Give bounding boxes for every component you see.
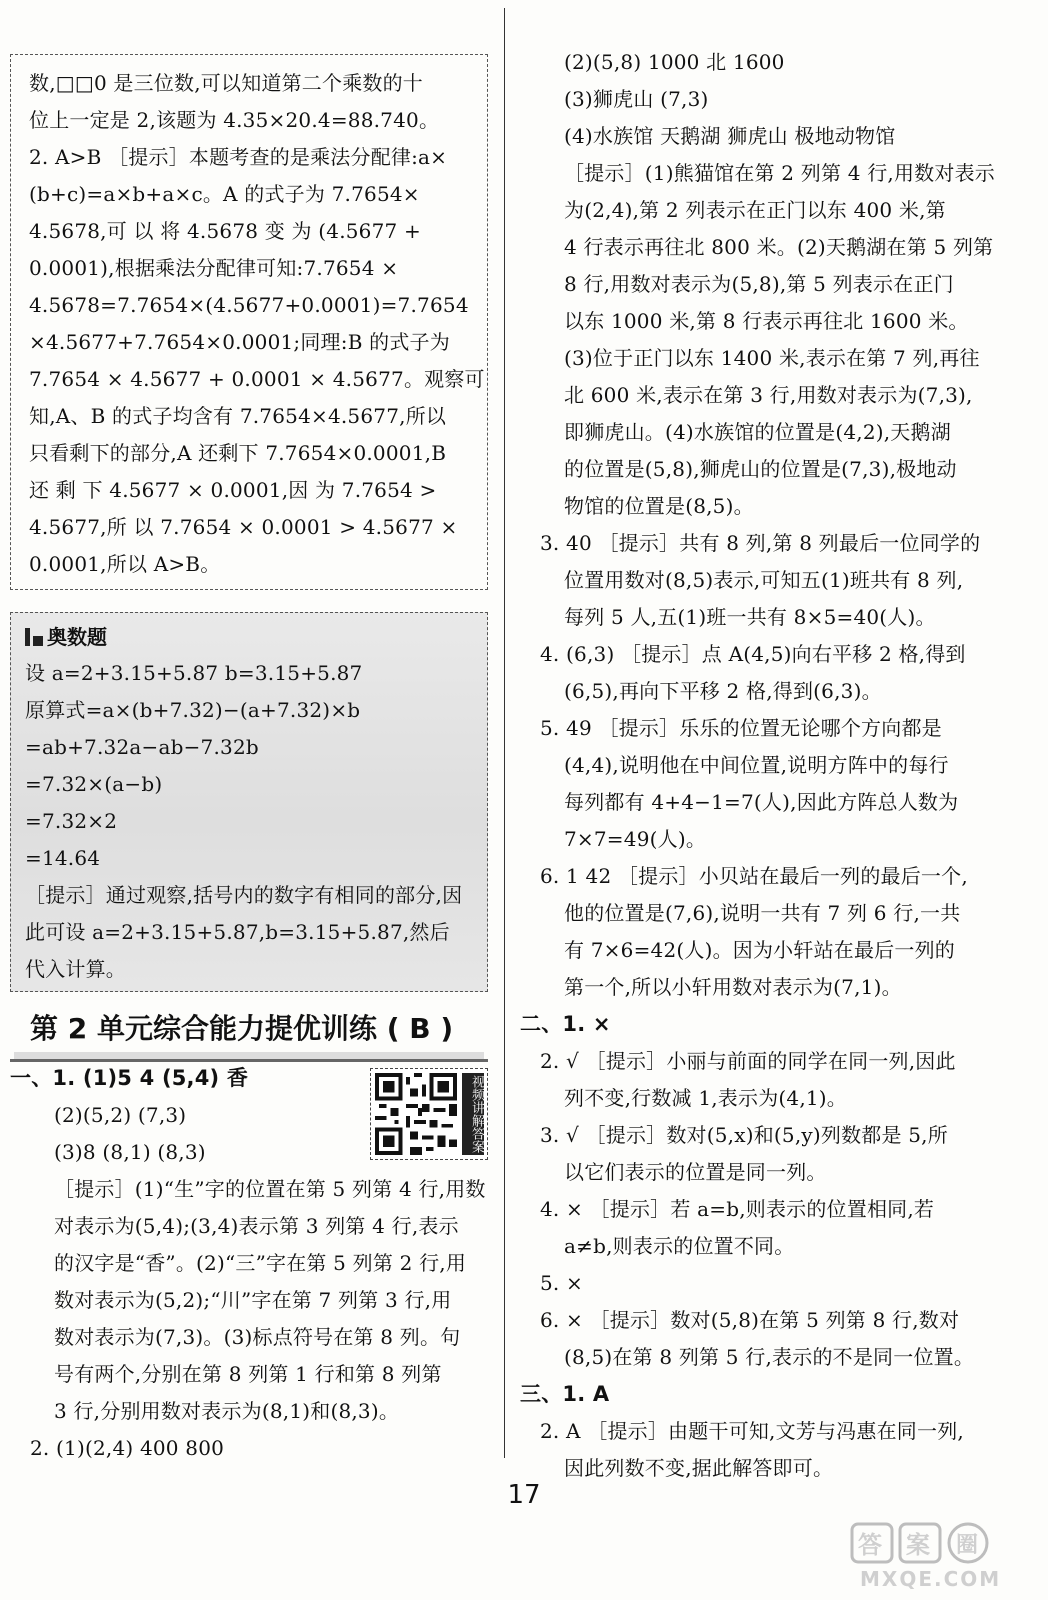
text-line: 数对表示为(7,3)。(3)标点符号在第 8 列。句 [54, 1325, 461, 1349]
text-line: ［提示］通过观察,括号内的数字有相同的部分,因 [25, 883, 463, 907]
text-line: 三、1. A [520, 1382, 610, 1406]
text-line: (4,4),说明他在中间位置,说明方阵中的每行 [564, 753, 949, 777]
olympiad-solution [25, 655, 473, 988]
text-line: 0.0001),根据乘法分配律可知:7.7654 × [29, 256, 399, 280]
text-line: (3)位于正门以东 1400 米,表示在第 7 列,再往 [564, 346, 980, 370]
text-line: 一、1. (1)5 4 (5,4) 香 [10, 1066, 249, 1090]
text-line: (2)(5,2) (7,3) [54, 1103, 187, 1127]
text-line: 他的位置是(7,6),说明一共有 7 列 6 行,一共 [564, 901, 961, 925]
text-line: 8 行,用数对表示为(5,8),第 5 列表示在正门 [564, 272, 954, 296]
text-line: (6,5),再向下平移 2 格,得到(6,3)。 [564, 679, 882, 703]
qr-caption: 视频讲解答案 [462, 1073, 484, 1155]
text-line: 4.5678=7.7654×(4.5677+0.0001)=7.7654 [29, 293, 469, 317]
text-line: (4)水族馆 天鹅湖 狮虎山 极地动物馆 [564, 124, 896, 148]
olympiad-box [10, 612, 488, 992]
text-line: 4.5677,所 以 7.7654 × 0.0001 > 4.5677 × [29, 515, 458, 539]
text-line: 二、1. × [520, 1012, 611, 1036]
text-line: 此可设 a=2+3.15+5.87,b=3.15+5.87,然后 [25, 920, 450, 944]
text-line: 的位置是(5,8),狮虎山的位置是(7,3),极地动 [564, 457, 957, 481]
text-line: 2. A ［提示］由题干可知,文芳与冯惠在同一列, [540, 1419, 964, 1443]
text-line: 以东 1000 米,第 8 行表示再往北 1600 米。 [564, 309, 969, 333]
text-line: =7.32×2 [25, 809, 118, 833]
text-line: 列不变,行数减 1,表示为(4,1)。 [564, 1086, 848, 1110]
text-line: 2. √ ［提示］小丽与前面的同学在同一列,因此 [540, 1049, 956, 1073]
text-line: ［提示］(1)熊猫馆在第 2 列第 4 行,用数对表示 [564, 161, 995, 185]
svg-text:MXQE.COM: MXQE.COM [860, 1567, 1002, 1591]
page-number: 17 [507, 1480, 541, 1510]
text-line: =7.32×(a−b) [25, 772, 163, 796]
text-line: 7×7=49(人)。 [564, 827, 707, 851]
text-line: 代入计算。 [25, 957, 126, 981]
text-line: 4. × ［提示］若 a=b,则表示的位置相同,若 [540, 1197, 935, 1221]
text-line: (b+c)=a×b+a×c。A 的式子为 7.7654× [29, 182, 420, 206]
text-line: (8,5)在第 8 列第 5 行,表示的不是同一位置。 [564, 1345, 975, 1369]
text-line: 北 600 米,表示在第 3 行,用数对表示为(7,3), [564, 383, 973, 407]
text-line: 只看剩下的部分,A 还剩下 7.7654×0.0001,B [29, 441, 447, 465]
left-column-answers [10, 1060, 500, 1467]
text-line: 对表示为(5,4);(3,4)表示第 3 列第 4 行,表示 [54, 1214, 459, 1238]
text-line: 5. × [540, 1271, 583, 1295]
text-line: 因此列数不变,据此解答即可。 [564, 1456, 834, 1480]
text-line: 知,A、B 的式子均含有 7.7654×4.5677,所以 [29, 404, 447, 428]
text-line: 6. × ［提示］数对(5,8)在第 5 列第 8 行,数对 [540, 1308, 960, 1332]
text-line: 即狮虎山。(4)水族馆的位置是(4,2),天鹅湖 [564, 420, 951, 444]
text-line: ［提示］(1)“生”字的位置在第 5 列第 4 行,用数 [54, 1177, 486, 1201]
text-line: a≠b,则表示的位置不同。 [564, 1234, 795, 1258]
text-line: 为(2,4),第 2 列表示在正门以东 400 米,第 [564, 198, 946, 222]
text-line: 原算式=a×(b+7.32)−(a+7.32)×b [25, 698, 361, 722]
watermark-logo [848, 1520, 1038, 1592]
text-line: 以它们表示的位置是同一列。 [564, 1160, 827, 1184]
text-line: 号有两个,分别在第 8 列第 1 行和第 8 列第 [54, 1362, 442, 1386]
text-line: 7.7654 × 4.5677 + 0.0001 × 4.5677。观察可 [29, 367, 485, 391]
text-line: ×4.5677+7.7654×0.0001;同理:B 的式子为 [29, 330, 450, 354]
text-line: 4. (6,3) ［提示］点 A(4,5)向右平移 2 格,得到 [540, 642, 966, 666]
text-line: 4 行表示再往北 800 米。(2)天鹅湖在第 5 列第 [564, 235, 994, 259]
text-line: 每列 5 人,五(1)班一共有 8×5=40(人)。 [564, 605, 936, 629]
section-title: 第 2 单元综合能力提优训练 ( B ) [10, 1000, 488, 1062]
text-line: 2. (1)(2,4) 400 800 [30, 1436, 225, 1460]
text-line: 第一个,所以小轩用数对表示为(7,1)。 [564, 975, 902, 999]
text-line: 的汉字是“香”。(2)“三”字在第 5 列第 2 行,用 [54, 1251, 467, 1275]
text-line: (3)8 (8,1) (8,3) [54, 1140, 206, 1164]
text-line: 3. 40 ［提示］共有 8 列,第 8 列最后一位同学的 [540, 531, 981, 555]
text-line: 位上一定是 2,该题为 4.35×20.4=88.740。 [29, 108, 440, 132]
text-line: =ab+7.32a−ab−7.32b [25, 735, 259, 759]
olympiad-title: 奥数题 [25, 619, 473, 655]
text-line: =14.64 [25, 846, 101, 870]
right-column-answers [520, 44, 1040, 1487]
text-line: 设 a=2+3.15+5.87 b=3.15+5.87 [25, 661, 363, 685]
text-line: (2)(5,8) 1000 北 1600 [564, 50, 785, 74]
text-line: 数对表示为(5,2);“川”字在第 7 列第 3 行,用 [54, 1288, 452, 1312]
text-line: (3)狮虎山 (7,3) [564, 87, 709, 111]
svg-text:答: 答 [858, 1531, 882, 1559]
text-line: 3. √ ［提示］数对(5,x)和(5,y)列数都是 5,所 [540, 1123, 948, 1147]
text-line: 4.5678,可 以 将 4.5678 变 为 (4.5677 + [29, 219, 421, 243]
svg-text:圈: 圈 [956, 1533, 979, 1558]
text-line: 物馆的位置是(8,5)。 [564, 494, 754, 518]
answer-continuation-box [10, 54, 488, 590]
text-line: 数,□□0 是三位数,可以知道第二个乘数的十 [29, 71, 423, 95]
text-line: 6. 1 42 ［提示］小贝站在最后一列的最后一个, [540, 864, 968, 888]
column-divider [504, 8, 505, 1458]
text-line: 0.0001,所以 A>B。 [29, 552, 221, 576]
text-line: 3 行,分别用数对表示为(8,1)和(8,3)。 [54, 1399, 400, 1423]
text-line: 5. 49 ［提示］乐乐的位置无论哪个方向都是 [540, 716, 942, 740]
text-line: 还 剩 下 4.5677 × 0.0001,因 为 7.7654 > [29, 478, 437, 502]
text-line: 每列都有 4+4−1=7(人),因此方阵总人数为 [564, 790, 959, 814]
text-line: 2. A>B ［提示］本题考查的是乘法分配律:a× [29, 145, 448, 169]
svg-text:案: 案 [906, 1531, 930, 1559]
text-line: 有 7×6=42(人)。因为小轩站在最后一列的 [564, 938, 955, 962]
text-line: 位置用数对(8,5)表示,可知五(1)班共有 8 列, [564, 568, 964, 592]
